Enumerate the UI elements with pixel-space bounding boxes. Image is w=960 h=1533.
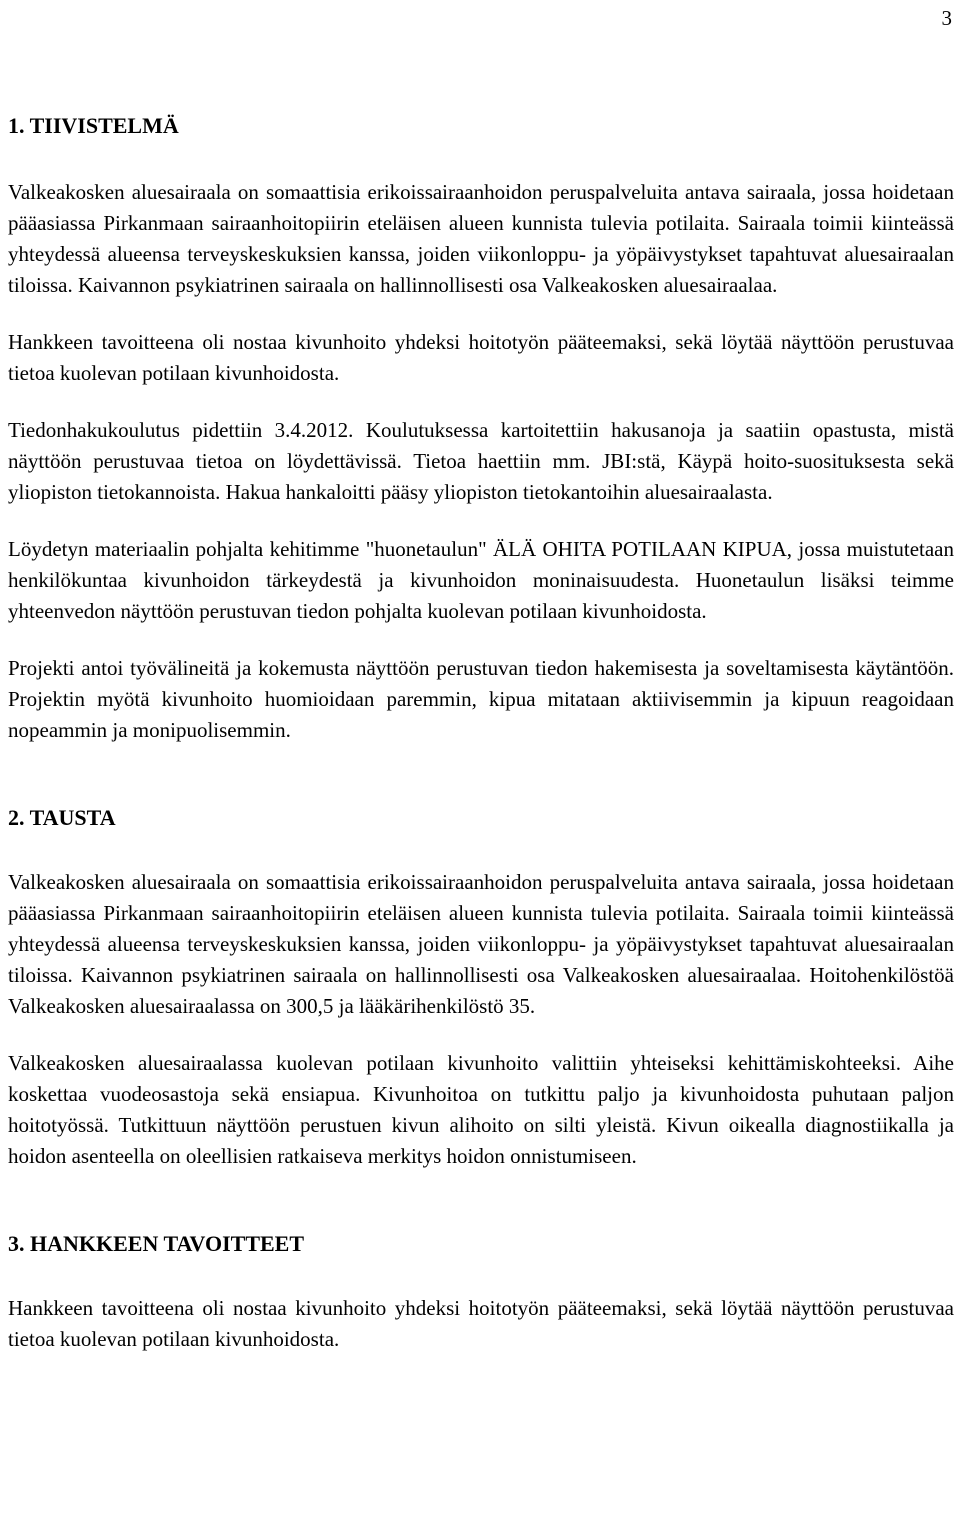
paragraph: Valkeakosken aluesairaalassa kuolevan potilaan kivunhoito valittiin yhteiseksi kehittämiskohteeksi. Aihe koskettaa vuodeosastoja sekä ensiapua. Kivunhoitoa on tutkittu paljo ja kivunhoidosta puhutaan paljon hoitotyössä. Tutkittuun näyttöön perustuen kivun alihoito on silti yleistä. Kivun oikealla diagnostiikalla ja hoidon asenteella on oleellisien ratkaiseva merkitys hoidon onnistumiseen.	[8, 1051, 954, 1168]
paragraph: Hankkeen tavoitteena oli nostaa kivunhoito yhdeksi hoitotyön pääteemaksi, sekä löytää näyttöön perustuvaa tietoa kuolevan potilaan kivunhoidosta.	[8, 1296, 954, 1351]
section-tausta	[8, 802, 954, 1172]
section-heading: 1. TIIVISTELMÄ	[8, 113, 179, 138]
paragraph: Löydetyn materiaalin pohjalta kehitimme "huonetaulun" ÄLÄ OHITA POTILAAN KIPUA, jossa muistutetaan henkilökuntaa kivunhoidon tärkeydestä ja kivunhoidon moninaisuudesta. Huonetaulun lisäksi teimme yhteenvedon näyttöön perustuvan tiedon pohjalta kuolevan potilaan kivunhoidosta.	[8, 537, 954, 623]
paragraph: Valkeakosken aluesairaala on somaattisia erikoissairaanhoidon peruspalveluita antava sairaala, jossa hoidetaan pääasiassa Pirkanmaan sairaanhoitopiirin eteläisen alueen kunnista tulevia potilaita. Sairaala toimii kiinteässä yhteydessä alueensa terveyskeskuksien kanssa, joiden viikonloppu- ja yöpäivystykset tapahtuvat aluesairaalan tiloissa. Kaivannon psykiatrinen sairaala on hallinnollisesti osa Valkeakosken aluesairaalaa. Hoitohenkilöstöä Valkeakosken aluesairaalassa on 300,5 ja lääkärihenkilöstö 35.	[8, 870, 954, 1018]
document-body	[8, 110, 954, 1355]
paragraph: Projekti antoi työvälineitä ja kokemusta näyttöön perustuvan tiedon hakemisesta ja soveltamisesta käytäntöön. Projektin myötä kivunhoito huomioidaan paremmin, kipua mitataan aktiivisemmin ja kipuun reagoidaan nopeammin ja monipuolisemmin.	[8, 656, 954, 742]
paragraph: Tiedonhakukoulutus pidettiin 3.4.2012. Koulutuksessa kartoitettiin hakusanoja ja saatiin opastusta, mistä näyttöön perustuvaa tietoa on löydettävissä. Tietoa haettiin mm. JBI:stä, Käypä hoito-suosituksesta sekä yliopiston tietokannoista. Hakua hankaloitti pääsy yliopiston tietokantoihin aluesairaalasta.	[8, 418, 954, 504]
page-number: 3	[941, 6, 952, 30]
section-tiivistelma	[8, 110, 954, 746]
paragraph: Hankkeen tavoitteena oli nostaa kivunhoito yhdeksi hoitotyön pääteemaksi, sekä löytää näyttöön perustuvaa tietoa kuolevan potilaan kivunhoidosta.	[8, 330, 954, 385]
section-heading: 2. TAUSTA	[8, 805, 116, 830]
section-hankkeen-tavoitteet	[8, 1228, 954, 1355]
paragraph: Valkeakosken aluesairaala on somaattisia erikoissairaanhoidon peruspalveluita antava sairaala, jossa hoidetaan pääasiassa Pirkanmaan sairaanhoitopiirin eteläisen alueen kunnista tulevia potilaita. Sairaala toimii kiinteässä yhteydessä alueensa terveyskeskuksien kanssa, joiden viikonloppu- ja yöpäivystykset tapahtuvat aluesairaalan tiloissa. Kaivannon psykiatrinen sairaala on hallinnollisesti osa Valkeakosken aluesairaalaa.	[8, 180, 954, 297]
section-heading: 3. HANKKEEN TAVOITTEET	[8, 1231, 305, 1256]
